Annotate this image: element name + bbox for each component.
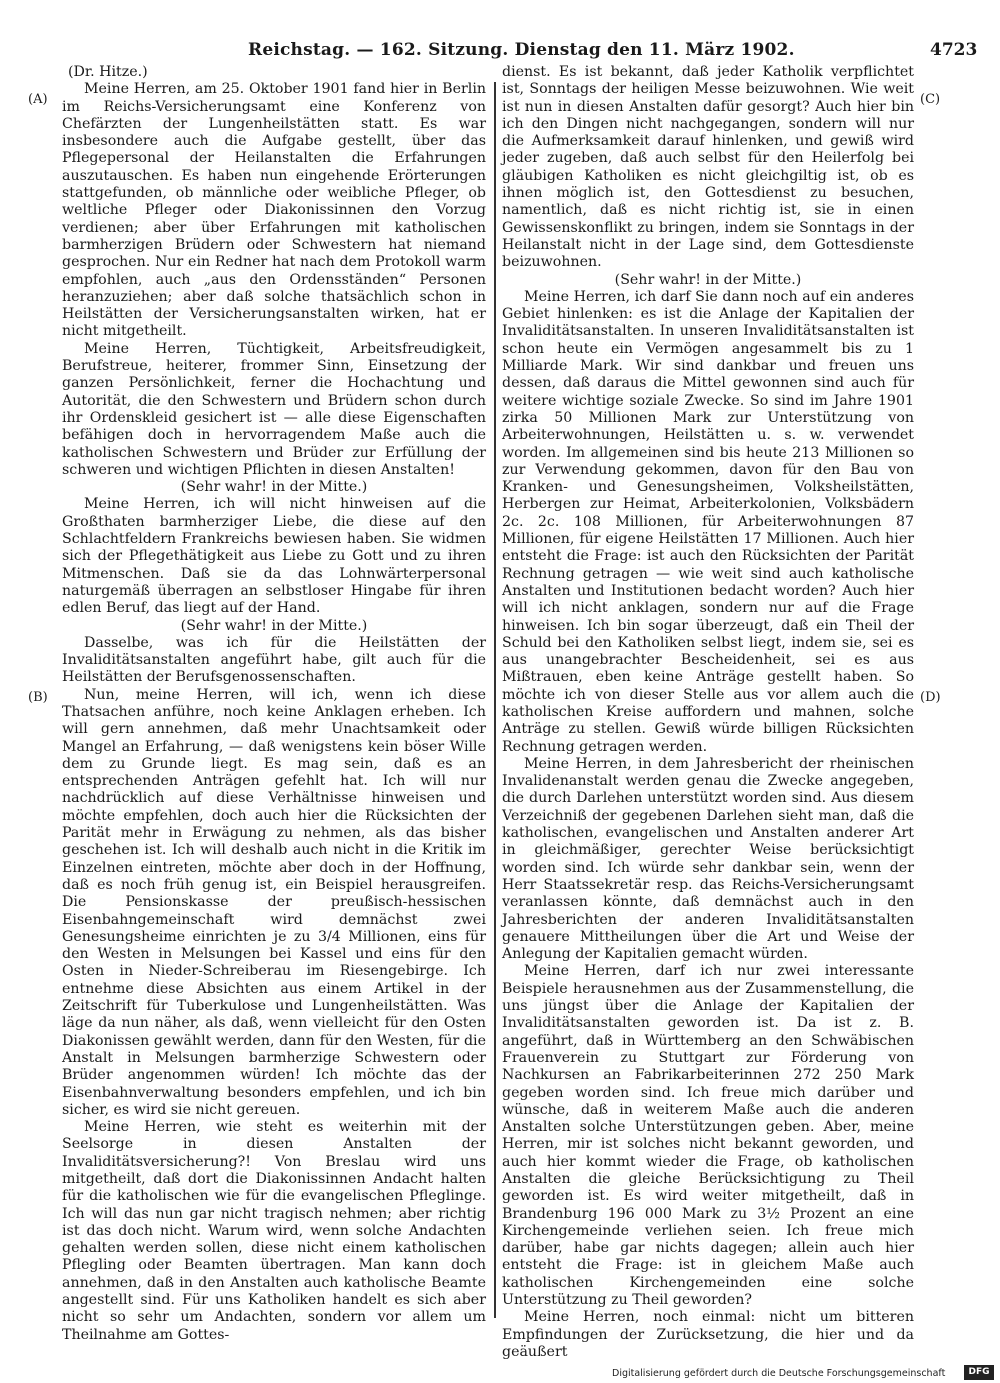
margin-marker-b: (B) — [28, 690, 48, 705]
paragraph: Meine Herren, ich darf Sie dann noch auf ein anderes Gebiet hinlenken: es ist die Anlage der Kapitalien der Invaliditätsanstalten. In unseren Invaliditätsanstalten ist schon heute ein Vermögen angesammelt bis zu 1 Milliarde Mark. Wir sind dankbar und freuen uns dessen, daß daraus die Mittel gewonnen sind auch für weitere wichtige soziale Zwecke. So sind im Jahre 1901 zirka 50 Millionen Mark zur Unterstützung von Arbeiterwohnungen, Heilstätten u. s. w. verwendet worden. Im allgemeinen sind bis heute 213 Millionen so zur Verwendung gekommen, davon für den Bau von Kranken- und Genesungsheimen, Volksheilstätten, Herbergen zur Heimat, Arbeiterkolonien, Volksbädern 2c. 2c. 108 Millionen, für Arbeiterwohnungen 87 Millionen, für eigene Heilstätten 17 Millionen. Auch hier entsteht die Frage: ist auch den Rücksichten der Parität Rechnung getragen — wie weit sind auch katholische Anstalten und Institutionen bedacht worden? Auch hier will ich nicht anklagen, sondern nur auf die Frage hinweisen. Ich bin sogar überzeugt, daß ein Theil der Schuld bei den Katholiken selbst liegt, indem sie, sei es aus unangebrachter Bescheidenheit, sei es aus Mißtrauen, eben keine Anträge gestellt haben. So möchte ich von dieser Stelle aus vor allem auch die katholischen Kreise auffordern und mahnen, solche Anträge zu stellen. Gewiß würde billigen Rücksichten Rechnung getragen werden. — [502, 288, 914, 755]
page-number: 4723 — [930, 40, 978, 60]
paragraph: Meine Herren, darf ich nur zwei interessante Beispiele herausnehmen aus der Zusammenstellung, die uns jüngst über die Anlage der Kapitalien der Invaliditätsanstalten geworden ist. Da ist z. B. angeführt, daß in Württemberg an den Schwäbischen Frauenverein zu Stuttgart zur Förderung von Nachkursen an Fabrikarbeiterinnen 272 250 Mark gegeben worden sind. Ich freue mich darüber und wünsche, daß in weiterem Maße auch die anderen Anstalten solche Unterstützungen geben. Aber, meine Herren, mir ist solches nicht bekannt geworden, und auch hier kommt wieder die Frage, ob katholischen Anstalten die gleiche Berücksichtigung zu Theil geworden ist. Es wird weiter mitgetheilt, daß in Brandenburg 196 000 Mark zu 3½ Prozent an eine Kirchengemeinde verliehen seien. Ich freue mich darüber, habe gar nichts dagegen; allein auch hier entsteht die Frage: ist in gleichem Maße auch katholischen Kirchengemeinden eine solche Unterstützung zu Theil geworden? — [502, 963, 914, 1309]
running-title: Reichstag. — 162. Sitzung. Dienstag den 11. März 1902. — [248, 40, 795, 60]
paragraph: Meine Herren, noch einmal: nicht um bitteren Empfindungen der Zurücksetzung, die hier und da geäußert — [502, 1309, 914, 1360]
paragraph: Meine Herren, ich will nicht hinweisen auf die Großthaten barmherziger Liebe, die diese auf den Schlachtfeldern Frankreichs bewiesen haben. Sie widmen sich der Pflegethätigkeit aus Liebe zu Gott und zu ihren Mitmenschen. Daß sie da das Lohnwärterpersonal naturgemäß überragen an selbstloser Hingabe für ihren edlen Beruf, das liegt auf der Hand. — [62, 496, 486, 617]
margin-marker-c: (C) — [920, 92, 941, 107]
right-column — [502, 64, 914, 1360]
paragraph: Meine Herren, am 25. Oktober 1901 fand hier in Berlin im Reichs-Versicherungsamt eine Konferenz von Chefärzten der Lungenheilstätten statt. Es war insbesondere auch die Aufgabe gestellt, über das Pflegepersonal der Heilanstalten die Erfahrungen auszutauschen. Es haben nun eingehende Erörterungen stattgefunden, ob männliche oder weibliche Pfleger, ob weltliche Pfleger oder Diakonissinnen den Vorzug verdienen; aber über Erfahrungen mit katholischen barmherzigen Brüdern oder Schwestern hat niemand gesprochen. Nur ein Redner hat nach dem Protokoll warm empfohlen, auch „aus den Ordensständen“ Personen heranzuziehen; aber daß solche thatsächlich schon in Heilstätten der Versicherungsanstalten wirken, hat er nicht mitgetheilt. — [62, 81, 486, 340]
interjection: (Sehr wahr! in der Mitte.) — [614, 271, 802, 288]
margin-marker-d: (D) — [920, 690, 941, 705]
interjection: (Sehr wahr! in der Mitte.) — [180, 617, 368, 634]
paragraph: Dasselbe, was ich für die Heilstätten der Invaliditätsanstalten angeführt habe, gilt auch für die Heilstätten der Berufsgenossenschaften. — [62, 634, 486, 686]
digitization-credit: Digitalisierung gefördert durch die Deutsche Forschungsgemeinschaft — [612, 1368, 946, 1379]
speaker-name: (Dr. Hitze.) — [68, 64, 148, 80]
dfg-logo: DFG — [964, 1365, 994, 1380]
paragraph: Meine Herren, Tüchtigkeit, Arbeitsfreudigkeit, Berufstreue, heiterer, frommer Sinn, Einsetzung der ganzen Persönlichkeit, ferner die Hochachtung und Autorität, die den Schwestern und Brüdern schon durch ihr Ordenskleid gesichert ist — alle diese Eigenschaften befähigen doch in hervorragendem Maße auch die katholischen Schwestern und Brüder zur Erfüllung der schweren und wichtigen Pflichten in diesen Anstalten! — [62, 340, 486, 478]
margin-marker-a: (A) — [28, 92, 48, 107]
column-divider — [494, 82, 496, 1318]
paragraph: dienst. Es ist bekannt, daß jeder Katholik verpflichtet ist, Sonntags der heiligen Messe beizuwohnen. Wie weit ist nun in diesen Anstalten dafür gesorgt? Auch hier bin ich den Dingen nicht nachgegangen, sondern will nur die Aufmerksamkeit darauf hinlenken, und gewiß wird jeder zugeben, daß auch selbst für den Heilerfolg bei gläubigen Katholiken es nicht gleichgiltig ist, ob es ihnen möglich ist, den Gottesdienst zu besuchen, namentlich, daß es nicht richtig ist, sie in einen Gewissenskonflikt zu bringen, indem sie Sonntags in der Heilanstalt nicht in der Lage sind, dem Gottesdienste beizuwohnen. — [502, 64, 914, 271]
paragraph: Meine Herren, wie steht es weiterhin mit der Seelsorge in diesen Anstalten der Invaliditätsversicherung?! Von Breslau wird uns mitgetheilt, daß dort die Diakonissinnen Andacht halten für die katholischen wie für die evangelischen Pfleglinge. Ich will das nun gar nicht tragisch nehmen; aber richtig ist das doch nicht. Warum wird, wenn solche Andachten gehalten werden sollen, diese nicht einem katholischen Pflegling oder Beamten übertragen. Man kann doch annehmen, daß in den Anstalten auch katholische Beamte angestellt sind. Für uns Katholiken handelt es sich aber nicht so sehr um Andachten, sondern vor allem um Theilnahme am Gottes- — [62, 1119, 486, 1343]
left-column — [62, 64, 486, 1343]
paragraph: Meine Herren, in dem Jahresbericht der rheinischen Invalidenanstalt werden genau die Zwecke angegeben, die durch Darlehen unterstützt worden sind. Aus diesem Verzeichniß der gegebenen Darlehen sieht man, daß die katholischen, evangelischen und Anstalten anderer Art in gleichmäßiger, gerechter Weise berücksichtigt worden sind. Ich würde sehr dankbar sein, wenn der Herr Staatssekretär resp. das Reichs-Versicherungsamt veranlassen könnte, daß demnächst auch in den Jahresberichten der anderen Invaliditätsanstalten genauere Mittheilungen über die Art und Weise der Anlegung der Kapitalien gemacht würden. — [502, 755, 914, 963]
paragraph: Nun, meine Herren, will ich, wenn ich diese Thatsachen anführe, noch keine Anklagen erheben. Ich will gern annehmen, daß mehr Unachtsamkeit oder Mangel an Erfahrung, — daß wenigstens kein böser Wille dem zu Grunde liegt. Es mag sein, daß es an entsprechenden Anträgen gefehlt hat. Ich will nur nachdrücklich auf diese Verhältnisse hinweisen und möchte empfehlen, doch auch hier die Rücksichten der Parität mehr in Erwägung zu nehmen, als das bisher geschehen ist. Ich will deshalb auch nicht in die Kritik im Einzelnen eintreten, möchte aber doch in der Hoffnung, daß es noch früh genug ist, ein Beispiel herausgreifen. Die Pensionskasse der preußisch-hessischen Eisenbahngemeinschaft wird demnächst zwei Genesungsheime einrichten je zu 3/4 Millionen, eins für den Westen in Melsungen bei Kassel und eins für den Osten in Nieder-Schreiberau im Riesengebirge. Ich entnehme diese Absichten aus einem Artikel in der Zeitschrift für Tuberkulose und Lungenheilstätten. Was läge da nun näher, als daß, wenn vielleicht für den Osten Diakonissen gewählt werden, dann für den Westen, für die Anstalt in Melsungen barmherzige Schwestern oder Brüder angenommen würden! Ich möchte das der Eisenbahnverwaltung besonders empfehlen, und ich bin sicher, es wird sie nicht gereuen. — [62, 686, 486, 1118]
interjection: (Sehr wahr! in der Mitte.) — [180, 479, 368, 496]
